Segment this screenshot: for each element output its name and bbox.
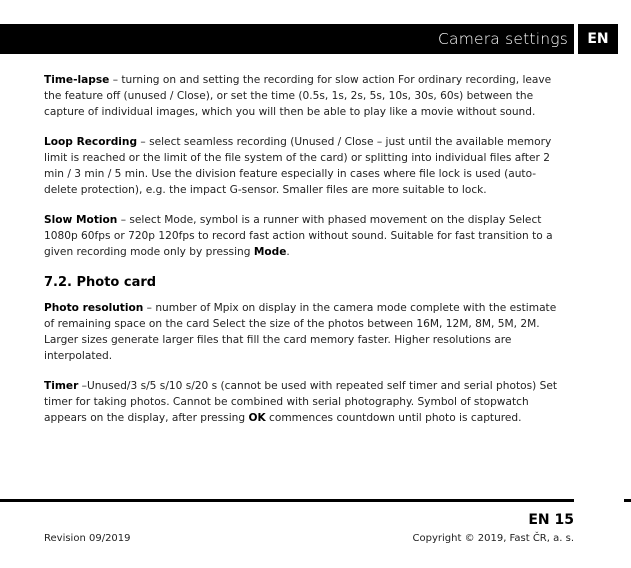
copyright-text: Copyright © 2019, Fast ČR, a. s.	[412, 533, 574, 544]
highlight-mode: Mode	[253, 246, 287, 258]
section-heading: 7.2. Photo card	[44, 275, 157, 290]
highlight-ok: OK	[248, 412, 266, 424]
header-bar	[0, 24, 574, 54]
text-slow-motion-end: .	[286, 246, 290, 258]
text-timer-end: commences countdown until photo is captured.	[265, 412, 522, 424]
page-content	[44, 72, 564, 440]
text-timer: –Unused/3 s/5 s/10 s/20 s (cannot be used with repeated self timer and serial photos) Set timer for taking photos. Cannot be combined with serial photography. Symbol of stopwatch appears on the display, after pressing	[44, 380, 558, 424]
text-timelapse: – turning on and setting the recording for slow action For ordinary recording, leave the feature off (unused / Close), or set the time (0.5s, 1s, 2s, 5s, 10s, 30s, 60s) between the capture of individual images, which you will then be able to play like a movie without sound.	[44, 74, 552, 118]
term-timer: Timer	[44, 380, 79, 392]
language-tab: EN	[578, 24, 618, 54]
page-number: EN 15	[528, 512, 574, 528]
term-slow-motion: Slow Motion	[44, 214, 118, 226]
revision-text: Revision 09/2019	[44, 533, 131, 544]
page-title: Camera settings	[437, 30, 568, 48]
term-photo-resolution: Photo resolution	[44, 302, 144, 314]
footer-rule-right	[624, 499, 631, 502]
paragraph-loop-recording	[44, 134, 564, 198]
text-photo-resolution: – number of Mpix on display in the camera mode complete with the estimate of remaining space on the card Select the size of the photos between 16M, 12M, 8M, 5M, 2M. Larger sizes generate larger files that fill the card memory faster. Higher resolutions are interpolated.	[44, 302, 557, 362]
footer-rule	[0, 499, 574, 502]
paragraph-photo-resolution	[44, 300, 564, 364]
paragraph-timelapse	[44, 72, 564, 120]
term-timelapse: Time-lapse	[44, 74, 110, 86]
term-loop-recording: Loop Recording	[44, 136, 138, 148]
text-slow-motion: – select Mode, symbol is a runner with phased movement on the display Select 1080p 60fps or 720p 120fps to record fast action without sound. Suitable for fast transition to a given recording mode only by pressing	[44, 214, 553, 258]
paragraph-timer	[44, 378, 564, 426]
paragraph-slow-motion	[44, 212, 564, 260]
text-loop-recording: – select seamless recording (Unused / Close – just until the available memory limit is reached or the limit of the file system of the card) or splitting into individual files after 2 min / 3 min / 5 min. Use the division feature especially in cases where file lock is used (auto-delete protection), e.g. the impact G-sensor. Smaller files are more suitable to lock.	[44, 136, 552, 196]
